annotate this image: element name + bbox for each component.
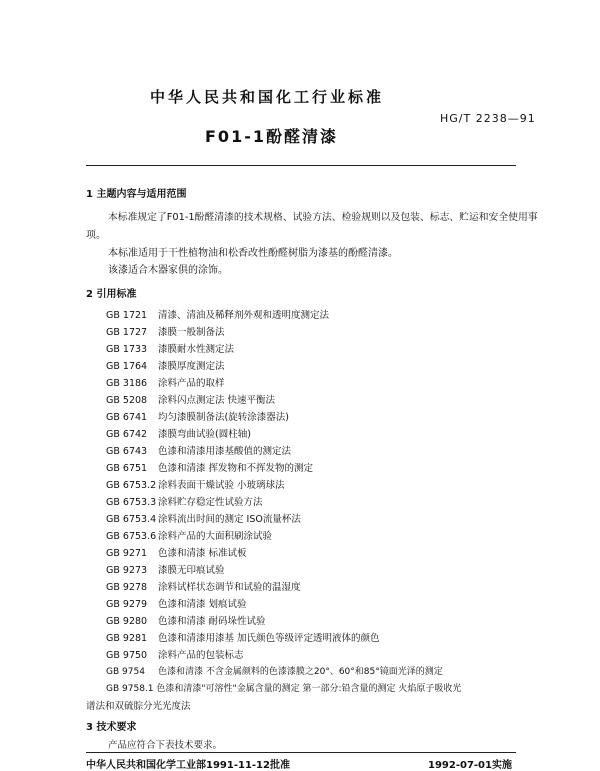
reference-item — [106, 545, 247, 559]
footer-rule — [86, 752, 516, 753]
reference-title: 涂料贮存稳定性试验方法 — [158, 497, 263, 508]
reference-title: 涂料表面干燥试验 小玻璃球法 — [158, 480, 285, 491]
section-1-para-3: 该漆适合木器家俱的涂饰。 — [108, 265, 228, 276]
reference-item — [106, 562, 225, 576]
reference-item — [106, 375, 225, 389]
reference-item — [106, 443, 291, 457]
section-1-heading: 1 主题内容与适用范围 — [86, 189, 187, 200]
reference-number: GB 1721 — [106, 310, 148, 321]
standard-code: HG/T 2238—91 — [440, 112, 536, 125]
reference-item — [106, 613, 266, 627]
reference-title: 清漆、清油及稀释剂外观和透明度测定法 — [158, 310, 330, 321]
section-3-para-1: 产品应符合下表技术要求。 — [108, 740, 223, 751]
reference-title: 色漆和清漆 挥发物和不挥发物的测定 — [158, 463, 314, 474]
standard-org: 中华人民共和国化工行业标准 — [150, 88, 385, 106]
reference-item — [106, 358, 225, 372]
reference-number: GB 1727 — [106, 327, 148, 338]
reference-title: 色漆和清漆 耐码垛性试验 — [158, 616, 266, 627]
reference-title: 涂料产品的取样 — [158, 378, 225, 389]
reference-item — [106, 307, 329, 321]
reference-number: GB 9273 — [106, 565, 148, 576]
reference-item — [106, 596, 247, 610]
section-1-para-2: 本标准适用于干性植物油和松香改性酚醛树脂为漆基的酚醛清漆。 — [108, 248, 398, 259]
reference-number: GB 6753.2 — [106, 480, 157, 491]
reference-item-wrapped-a: GB 9758.1 色漆和清漆"可溶性"金属含量的测定 第一部分:铅含量的测定 火焰原子吸收光 — [106, 684, 462, 694]
reference-number: GB 6753.4 — [106, 514, 157, 525]
reference-title: 漆膜耐水性测定法 — [158, 344, 235, 355]
reference-item — [106, 392, 275, 406]
reference-title: 漆膜一般制备法 — [158, 327, 225, 338]
reference-item — [106, 409, 289, 423]
reference-title: 漆膜无印痕试验 — [158, 565, 225, 576]
reference-item — [106, 460, 313, 474]
reference-number: GB 6751 — [106, 463, 148, 474]
reference-title: 漆膜弯曲试验(圆柱轴) — [158, 429, 251, 440]
reference-number: GB 3186 — [106, 378, 148, 389]
reference-item — [106, 324, 225, 338]
reference-title: 漆膜厚度测定法 — [158, 361, 225, 372]
reference-number: GB 6741 — [106, 412, 148, 423]
reference-title: 涂料试样状态调节和试验的温湿度 — [158, 582, 301, 593]
reference-number: GB 1764 — [106, 361, 148, 372]
reference-title: 色漆和清漆 标准试板 — [158, 548, 247, 559]
reference-number: GB 6753.6 — [106, 531, 157, 542]
reference-title: 色漆和清漆用漆基酸值的测定法 — [158, 446, 292, 457]
reference-item — [106, 579, 301, 593]
reference-item — [106, 511, 301, 525]
document-title: F01-1酚醛清漆 — [205, 127, 338, 146]
reference-title: 色漆和清漆 不含金属颜料的色漆漆膜之20°、60°和85°镜面光泽的测定 — [158, 667, 443, 677]
reference-title: 色漆和清漆 划痕试验 — [158, 599, 247, 610]
reference-number: GB 6753.3 — [106, 497, 157, 508]
reference-number: GB 9281 — [106, 633, 148, 644]
reference-number: GB 1733 — [106, 344, 148, 355]
section-1-para-1b: 项。 — [86, 230, 106, 241]
approval-line: 中华人民共和国化学工业部1991-11-12批准 — [86, 760, 290, 771]
reference-number: GB 6743 — [106, 446, 148, 457]
reference-item — [106, 477, 285, 491]
reference-title: 涂料闪点测定法 快速平衡法 — [158, 395, 276, 406]
section-3-heading: 3 技术要求 — [86, 722, 137, 733]
reference-number: GB 9279 — [106, 599, 148, 610]
reference-item — [106, 647, 244, 661]
header-rule — [86, 165, 516, 166]
section-2-heading: 2 引用标准 — [86, 289, 137, 300]
reference-number: GB 9754 — [106, 667, 145, 677]
reference-item-wrapped-b: 谱法和双硫腙分光光度法 — [86, 701, 191, 712]
section-1-para-1a: 本标准规定了F01-1酚醛清漆的技术规格、试验方法、检验规则以及包装、标志、贮运和安全使用事 — [108, 212, 538, 223]
reference-item — [106, 341, 234, 355]
effective-date: 1992-07-01实施 — [428, 760, 512, 771]
reference-item — [106, 426, 251, 440]
reference-item — [106, 630, 380, 644]
reference-number: GB 9750 — [106, 650, 148, 661]
reference-item — [106, 664, 443, 677]
reference-number: GB 6742 — [106, 429, 148, 440]
reference-number: GB 9278 — [106, 582, 148, 593]
reference-title: 涂料产品的包装标志 — [158, 650, 244, 661]
reference-item — [106, 494, 263, 508]
reference-title: 涂料产品的大面积刷涂试验 — [158, 531, 273, 542]
reference-number: GB 5208 — [106, 395, 148, 406]
reference-title: 均匀漆膜制备法(旋转涂漆器法) — [158, 412, 289, 423]
reference-title: 涂料流出时间的测定 ISO流量杯法 — [158, 514, 301, 525]
reference-title: 色漆和清漆用漆基 加氏颜色等级评定透明液体的颜色 — [158, 633, 380, 644]
reference-number: GB 9280 — [106, 616, 148, 627]
reference-number: GB 9271 — [106, 548, 148, 559]
reference-item — [106, 528, 272, 542]
